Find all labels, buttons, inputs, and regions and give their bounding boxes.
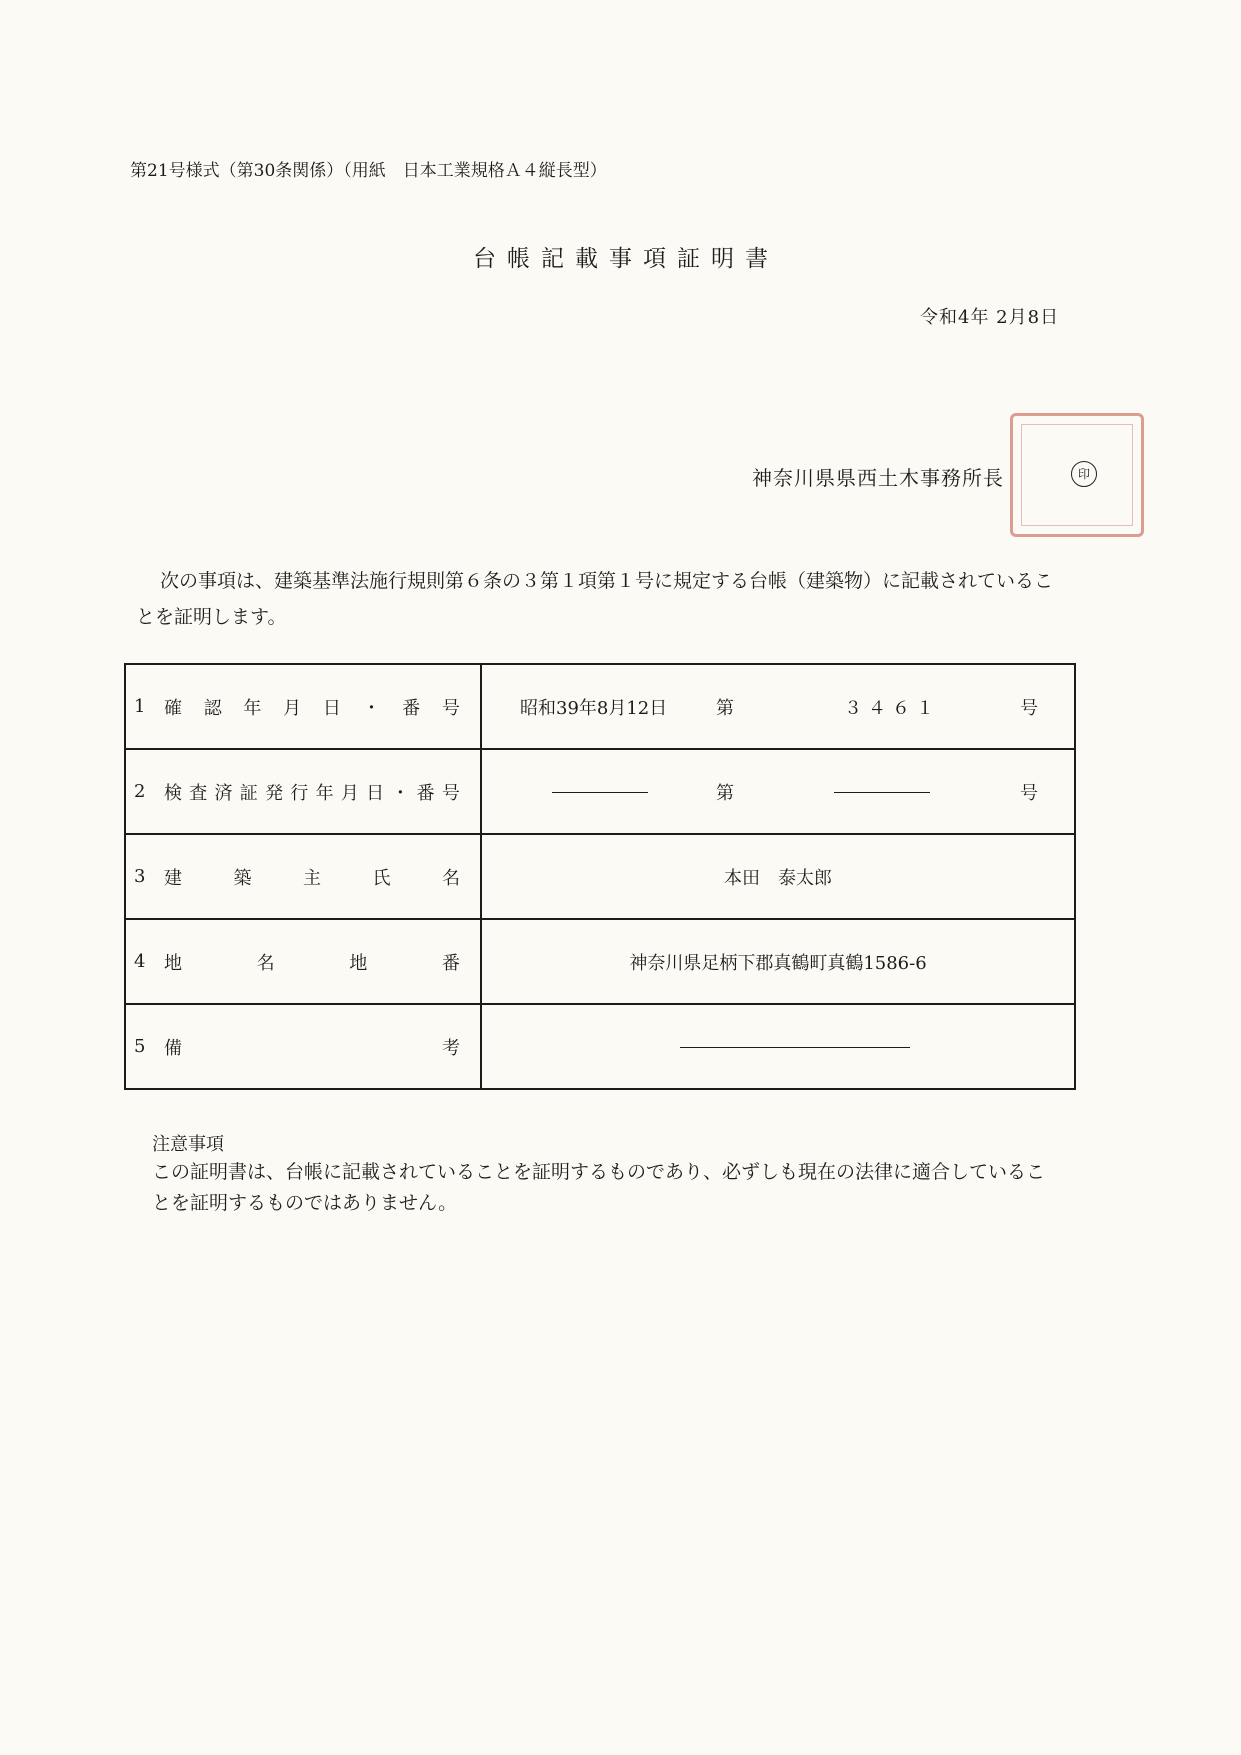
row-number: 4	[134, 951, 146, 972]
label-char: 検	[164, 782, 182, 804]
label-char: 番	[441, 952, 460, 974]
label-char: 済	[214, 782, 233, 804]
label-char: 氏	[372, 867, 391, 889]
blank-remarks-dash	[680, 1047, 910, 1048]
label-char: 認	[203, 697, 222, 719]
issuer-name: 神奈川県県西土木事務所長	[752, 466, 1004, 490]
label-char: 年	[243, 697, 262, 719]
label-char: 建	[164, 867, 182, 889]
go-label: 号	[1020, 697, 1038, 719]
issue-date: 令和4年 2月8日	[920, 307, 1060, 328]
label-char: 考	[442, 1037, 460, 1059]
label-char: 日	[322, 697, 341, 719]
label-char: 備	[164, 1037, 182, 1059]
seal-mark-icon: 印	[1071, 461, 1097, 487]
table-row	[125, 834, 1075, 919]
certificate-table	[124, 663, 1076, 1090]
row-number: 1	[134, 696, 146, 717]
form-header: 第21号様式（第30条関係）（用紙 日本工業規格Ａ４縦長型）	[130, 161, 607, 181]
table-row	[125, 749, 1075, 834]
row-number: 3	[134, 866, 146, 887]
label-char: 地	[164, 952, 182, 974]
label-char: 号	[441, 782, 460, 804]
row-label	[164, 779, 460, 805]
label-char: 築	[233, 867, 252, 889]
confirmation-date: 昭和39年8月12日	[520, 697, 668, 719]
blank-date-dash	[552, 792, 648, 793]
label-char: 地	[349, 952, 368, 974]
label-char: 主	[303, 867, 321, 889]
dai-label: 第	[716, 782, 734, 804]
label-char: 名	[442, 867, 460, 889]
label-char: 発	[265, 782, 284, 804]
label-char: 確	[164, 697, 182, 719]
row-number: 5	[134, 1036, 146, 1057]
dai-label: 第	[716, 697, 734, 719]
label-char: 月	[340, 782, 359, 804]
label-char: 号	[441, 697, 460, 719]
table-row	[125, 1004, 1075, 1089]
go-label: 号	[1020, 782, 1038, 804]
label-char: 月	[283, 697, 302, 719]
table-row	[125, 919, 1075, 1004]
label-char: 番	[416, 782, 435, 804]
label-char: 名	[256, 952, 275, 974]
label-char: ・	[362, 697, 381, 719]
row-label	[164, 694, 460, 720]
row-label	[164, 864, 460, 890]
label-char: ・	[391, 782, 410, 804]
owner-name: 本田 泰太郎	[724, 867, 832, 889]
label-char: 番	[402, 697, 421, 719]
notes-body: この証明書は、台帳に記載されていることを証明するものであり、必ずしも現在の法律に適合していることを証明するものではありません。	[152, 1161, 1046, 1214]
label-char: 行	[290, 782, 309, 804]
table-row	[125, 664, 1075, 749]
lot-address: 神奈川県足柄下郡真鶴町真鶴1586-6	[629, 952, 927, 974]
document-title: 台帳記載事項証明書	[473, 246, 779, 272]
notes-title: 注意事項	[152, 1134, 224, 1155]
row-number: 2	[134, 781, 146, 802]
row-label	[164, 1034, 460, 1060]
label-char: 査	[189, 782, 208, 804]
label-char: 日	[366, 782, 385, 804]
label-char: 証	[239, 782, 258, 804]
confirmation-number: ３４６１	[844, 697, 940, 719]
label-char: 年	[315, 782, 334, 804]
blank-number-dash	[834, 792, 930, 793]
certification-statement: 次の事項は、建築基準法施行規則第６条の３第１項第１号に規定する台帳（建築物）に記載されていることを証明します。	[136, 570, 1054, 628]
row-label	[164, 949, 460, 975]
